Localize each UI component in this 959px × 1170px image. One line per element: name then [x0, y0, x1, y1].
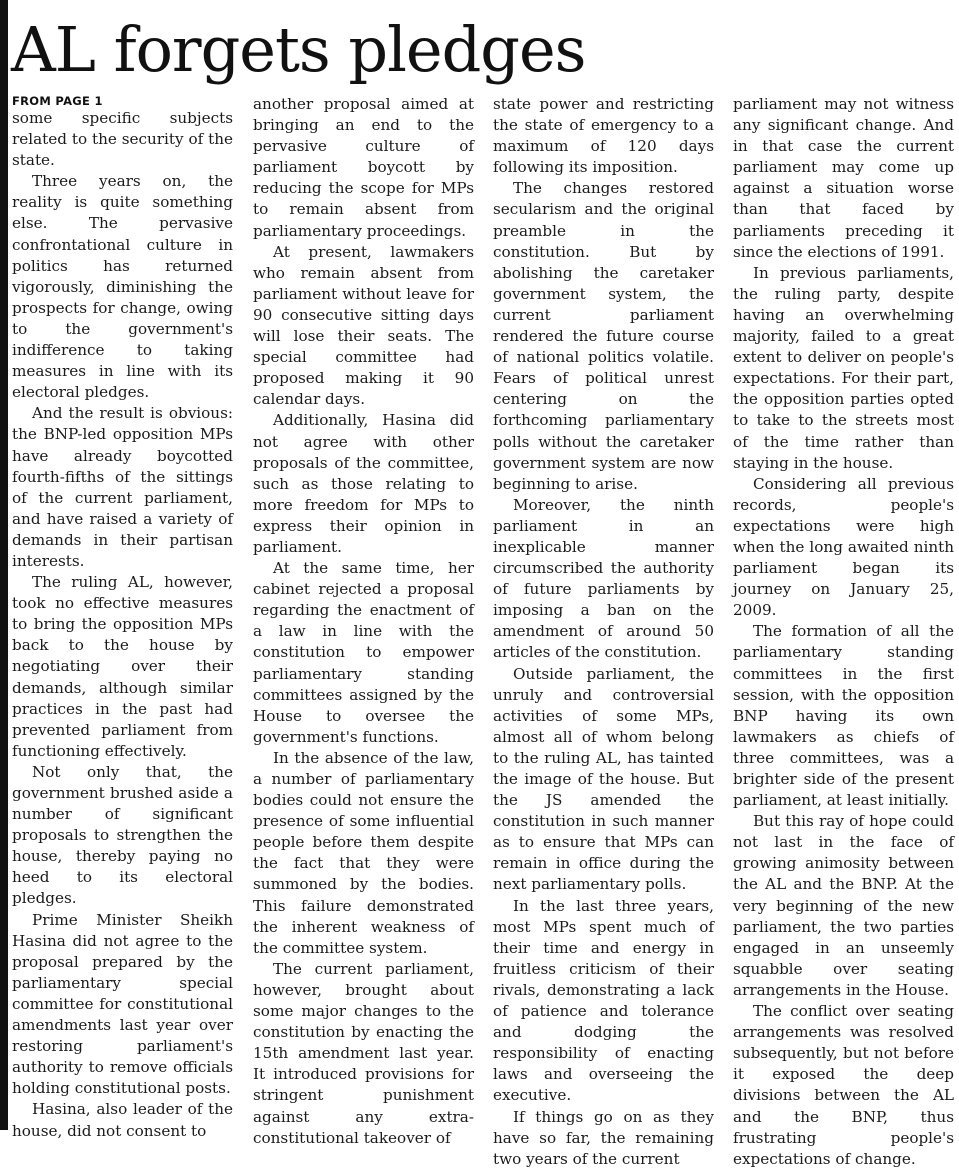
paragraph: Outside parliament, the unruly and controversial activities of some MPs, almost all of whom belong to the ruling AL, has tainted the image of the house. But the JS amended the constitution in such manner as to ensure that MPs can remain in office during the next parliamentary polls. — [493, 664, 714, 894]
jump-label: FROM PAGE 1 — [12, 94, 103, 108]
paragraph: another proposal aimed at bringing an end to the pervasive culture of parliament boycott by reducing the scope for MPs to remain absent from parliamentary proceedings. — [253, 95, 474, 240]
article-column-2 — [253, 94, 474, 1147]
paragraph: But this ray of hope could not last in the face of growing animosity between the AL and the BNP. At the very beginning of the new parliament, the two parties engaged in an unseemly squabble over seating arrangements in the House. — [733, 812, 954, 999]
paragraph: Three years on, the reality is quite something else. The pervasive confrontational culture in politics has returned vigorously, diminishing the prospects for change, owing to the government's indifference to taking measures in line with its electoral pledges. — [12, 172, 233, 402]
paragraph: Prime Minister Sheikh Hasina did not agree to the proposal prepared by the parliamentary special committee for constitutional amendments last year over restoring parliament's authority to remove officials holding constitutional posts. — [12, 910, 233, 1098]
paragraph: At present, lawmakers who remain absent from parliament without leave for 90 consecutive sitting days will lose their seats. The special committee had proposed making it 90 calendar days. — [253, 242, 474, 409]
paragraph: Not only that, the government brushed aside a number of significant proposals to strengthen the house, thereby paying no heed to its electoral pledges. — [12, 762, 233, 908]
paragraph: some specific subjects related to the security of the state. — [12, 109, 233, 170]
paragraph: parliament may not witness any significant change. And in that case the current parliament may come up against a situation worse than that faced by parliaments preceding it since the elections of 1991. — [733, 95, 954, 261]
paragraph: Moreover, the ninth parliament in an inexplicable manner circumscribed the authority of future parliaments by imposing a ban on the amendment of around 50 articles of the constitution. — [493, 495, 714, 662]
paragraph: If things go on as they have so far, the remaining two years of the current — [493, 1107, 714, 1168]
paragraph: Hasina, also leader of the house, did not consent to — [12, 1100, 233, 1140]
paragraph: In the last three years, most MPs spent much of their time and energy in fruitless criticism of their rivals, demonstrating a lack of patience and tolerance and dodging the responsibility of enacting laws and overseeing the executive. — [493, 896, 714, 1105]
paragraph: The current parliament, however, brought about some major changes to the constitution by enacting the 15th amendment last year. It introduced provisions for stringent punishment against any extra-constitutional takeover of — [253, 959, 474, 1147]
article-column-3 — [493, 94, 714, 1168]
paragraph: The ruling AL, however, took no effective measures to bring the opposition MPs back to the house by negotiating over their demands, although similar practices in the past had prevented parliament from functioning effectively. — [12, 573, 233, 760]
paragraph: The changes restored secularism and the original preamble in the constitution. But by abolishing the caretaker government system, the current parliament rendered the future course of national politics volatile. Fears of political unrest centering on the forthcoming parliamentary polls without the caretaker government system are now beginning to arise. — [493, 179, 714, 493]
paragraph: The conflict over seating arrangements was resolved subsequently, but not before it exposed the deep divisions between the AL and the BNP, thus frustrating people's expectations of change. — [733, 1002, 954, 1168]
article-column-4 — [733, 94, 954, 1168]
paragraph: state power and restricting the state of emergency to a maximum of 120 days following its imposition. — [493, 95, 714, 177]
left-margin-bar — [0, 0, 8, 1130]
paragraph: At the same time, her cabinet rejected a proposal regarding the enactment of a law in line with the constitution to empower parliamentary standing committees assigned by the House to oversee the government's functions. — [253, 559, 474, 746]
article-column-1 — [12, 94, 233, 1140]
paragraph: And the result is obvious: the BNP-led opposition MPs have already boycotted fourth-fifths of the sittings of the current parliament, and have raised a variety of demands in their partisan interests. — [12, 404, 233, 570]
paragraph: Considering all previous records, people's expectations were high when the long awaited ninth parliament began its journey on January 25, 2009. — [733, 474, 954, 620]
paragraph: The formation of all the parliamentary standing committees in the first session, with the opposition BNP having its own lawmakers as chiefs of three committees, was a brighter side of the present parliament, at least initially. — [733, 622, 954, 810]
paragraph: In previous parliaments, the ruling party, despite having an overwhelming majority, failed to a great extent to deliver on people's expectations. For their part, the opposition parties opted to take to the streets most of the time rather than staying in the house. — [733, 263, 954, 472]
paragraph: Additionally, Hasina did not agree with other proposals of the committee, such as those relating to more freedom for MPs to express their opinion in parliament. — [253, 411, 474, 556]
headline: AL forgets pledges — [11, 13, 586, 86]
paragraph: In the absence of the law, a number of parliamentary bodies could not ensure the presence of some influential people before them despite the fact that they were summoned by the bodies. This failure demonstrated the inherent weakness of the committee system. — [253, 748, 474, 957]
